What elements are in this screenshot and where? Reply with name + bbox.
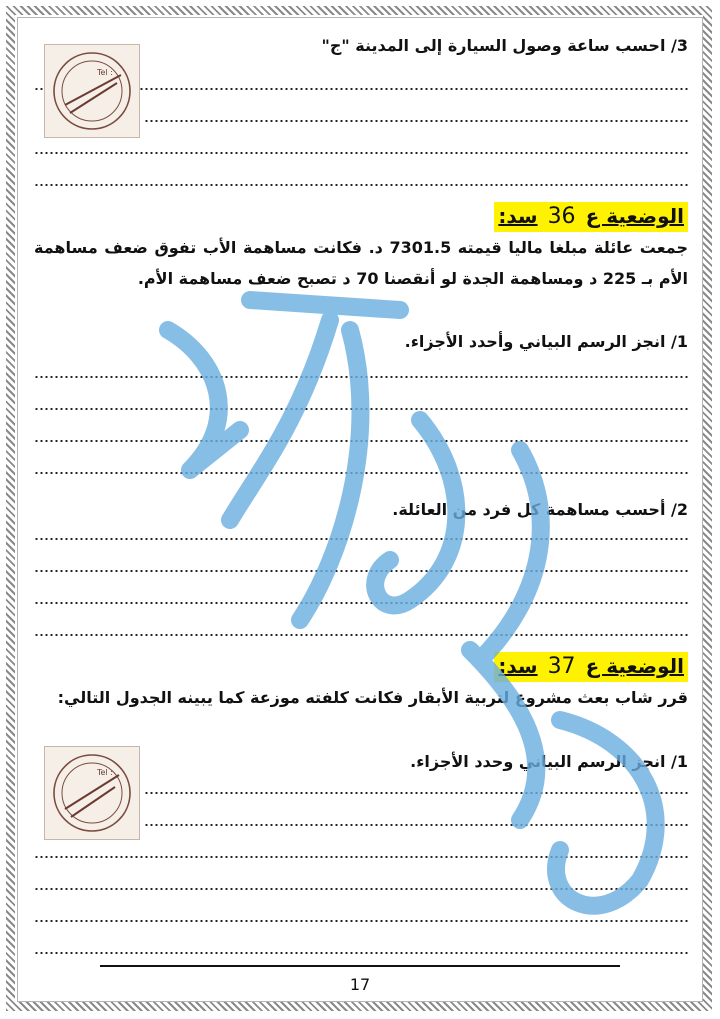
answer-line xyxy=(144,824,688,826)
stamp-seal-top xyxy=(44,44,140,138)
page-number: 17 xyxy=(349,975,371,994)
answer-line xyxy=(34,376,688,378)
answer-line xyxy=(34,472,688,474)
situation-36-question-1: 1/ انجز الرسم البياني وأحدد الأجزاء. xyxy=(404,332,688,351)
situation-number: 36 xyxy=(547,204,576,229)
answer-line xyxy=(144,792,688,794)
question-3-prev: 3/ احسب ساعة وصول السيارة إلى المدينة "ج" xyxy=(321,36,688,55)
situation-37-text: قرر شاب بعث مشروع لتربية الأبقار فكانت كلفته موزعة كما يبينه الجدول التالي: xyxy=(57,688,688,707)
situation-label: الوضعية ع xyxy=(585,654,684,678)
answer-line xyxy=(34,152,688,154)
answer-line xyxy=(144,120,688,122)
situation-37-question-1: 1/ انجز الرسم البياني وحدد الأجزاء. xyxy=(410,752,688,771)
answer-line xyxy=(34,888,688,890)
answer-line xyxy=(34,440,688,442)
answer-line xyxy=(34,538,688,540)
situation-number: 37 xyxy=(547,654,576,679)
stamp-seal-bottom xyxy=(44,746,140,840)
situation-label: الوضعية ع xyxy=(585,204,684,228)
situation-36-header xyxy=(494,202,688,232)
answer-line xyxy=(34,184,688,186)
answer-line xyxy=(34,920,688,922)
situation-37-header xyxy=(494,652,688,682)
answer-line xyxy=(34,408,688,410)
worksheet-page xyxy=(34,24,688,999)
situation-36-text: جمعت عائلة مبلغا ماليا قيمته 7301.5 د. فكانت مساهمة الأب تفوق ضعف مساهمة الأم بـ 225 د ومساهمة الجدة لو أنقصنا 70 د تصبح ضعف مساهمة الأم. xyxy=(34,238,688,288)
answer-line xyxy=(34,856,688,858)
situation-suffix: سد: xyxy=(498,204,538,228)
svg-text:Tel :: Tel : xyxy=(97,768,113,777)
situation-36-question-2: 2/ أحسب مساهمة كل فرد من العائلة. xyxy=(392,500,688,519)
answer-line xyxy=(34,602,688,604)
situation-suffix: سد: xyxy=(498,654,538,678)
answer-line xyxy=(34,570,688,572)
footer-rule xyxy=(100,965,620,967)
answer-line xyxy=(34,634,688,636)
answer-line xyxy=(34,952,688,954)
svg-text:Tel :: Tel : xyxy=(97,68,113,77)
